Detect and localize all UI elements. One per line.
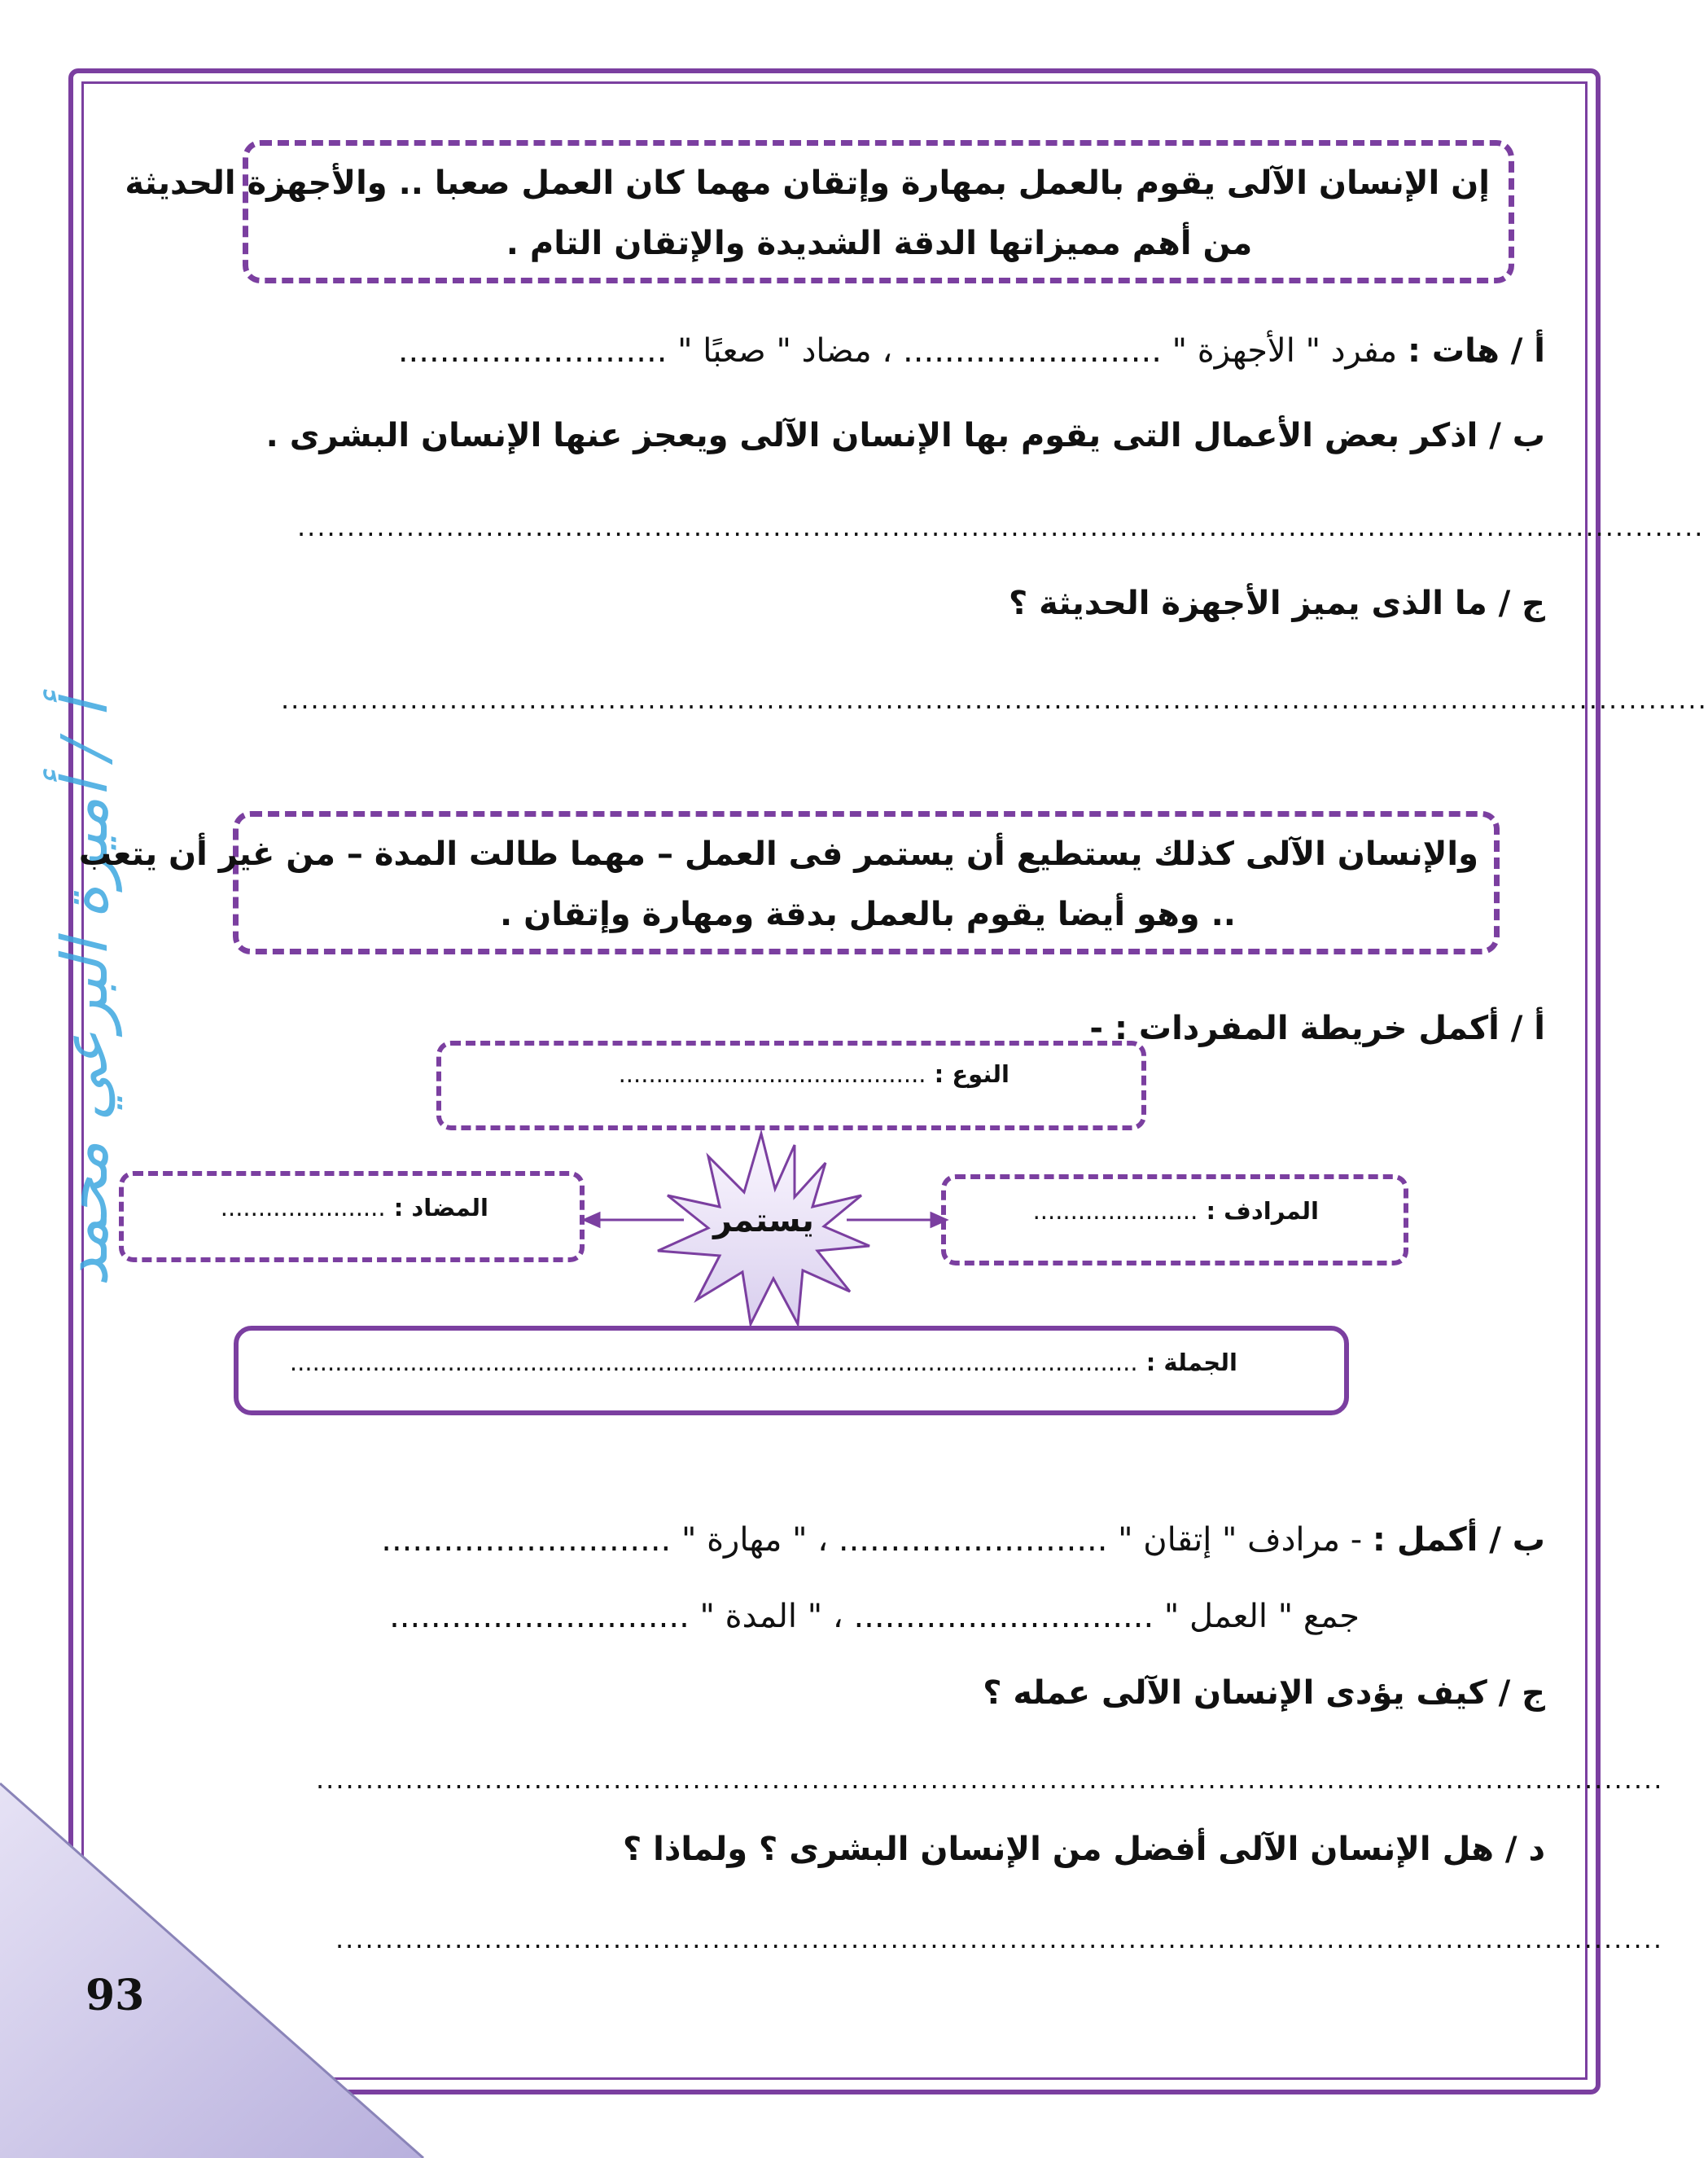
page-number: 93 — [85, 1971, 145, 2020]
map-sentence-field[interactable] — [289, 1349, 1237, 1376]
map-synonym-label: المرادف : — [1206, 1197, 1319, 1225]
answer-line-2c[interactable]: ........................................................................................................................................ — [316, 1764, 1664, 1795]
question-1a-label: أ / هات : — [1407, 332, 1545, 370]
map-synonym-field[interactable] — [961, 1197, 1319, 1225]
question-1b: ب / اذكر بعض الأعمال التى يقوم بها الإنسان الآلى ويعجز عنها الإنسان البشرى . — [265, 417, 1545, 454]
map-synonym-dots: ...................... — [1032, 1197, 1198, 1225]
question-2b-line-2: جمع " العمل " ............................. ، " المدة " ............................. — [389, 1598, 1360, 1635]
question-1a-text: مفرد " الأجهزة " ......................... ، مضاد " صعبًا " .......................... — [397, 332, 1398, 370]
answer-line-2d[interactable]: ...................................................................................................................................... — [335, 1923, 1664, 1954]
question-2d: د / هل الإنسان الآلى أفضل من الإنسان البشرى ؟ ولماذا ؟ — [623, 1831, 1545, 1868]
question-2b — [381, 1521, 1545, 1559]
map-antonym-field[interactable] — [138, 1194, 488, 1222]
passage-2-line-2: .. وهو أيضا يقوم بالعمل بدقة ومهارة وإتقان . — [499, 896, 1236, 933]
question-1c: ج / ما الذى يميز الأجهزة الحديثة ؟ — [1009, 585, 1545, 622]
question-2c: ج / كيف يؤدى الإنسان الآلى عمله ؟ — [983, 1674, 1545, 1712]
question-2b-line-1: - مرادف " إتقان " .......................... ، " مهارة " ............................ — [381, 1521, 1363, 1559]
corner-decoration — [0, 1783, 440, 2158]
question-2b-label: ب / أكمل : — [1372, 1521, 1545, 1559]
author-signature: أ / أميرة البرعي محمد — [49, 700, 122, 1287]
map-antonym-label: المضاد : — [393, 1194, 488, 1222]
passage-1-line-2: من أهم مميزاتها الدقة الشديدة والإتقان التام . — [506, 225, 1253, 262]
answer-line-1c[interactable]: ................................................................................................................................................ — [281, 684, 1708, 715]
map-type-field[interactable] — [456, 1060, 1009, 1088]
map-sentence-dots: ................................................................................................................. — [289, 1349, 1138, 1376]
map-type-label: النوع : — [934, 1060, 1009, 1088]
answer-line-1b[interactable]: .............................................................................................................................................. — [297, 511, 1705, 542]
center-word: يستمر — [713, 1202, 814, 1239]
question-1a — [398, 332, 1545, 370]
passage-2-line-1: والإنسان الآلى كذلك يستطيع أن يستمر فى العمل – مهما طالت المدة – من غير أن يتعب — [78, 836, 1478, 873]
map-antonym-dots: ...................... — [220, 1194, 386, 1222]
map-sentence-label: الجملة : — [1145, 1349, 1237, 1376]
passage-1-line-1: إن الإنسان الآلى يقوم بالعمل بمهارة وإتقان مهما كان العمل صعبا .. والأجهزة الحديثة — [125, 164, 1490, 202]
map-type-dots: ......................................... — [618, 1060, 926, 1088]
question-2a: أ / أكمل خريطة المفردات : - — [1089, 1010, 1545, 1047]
